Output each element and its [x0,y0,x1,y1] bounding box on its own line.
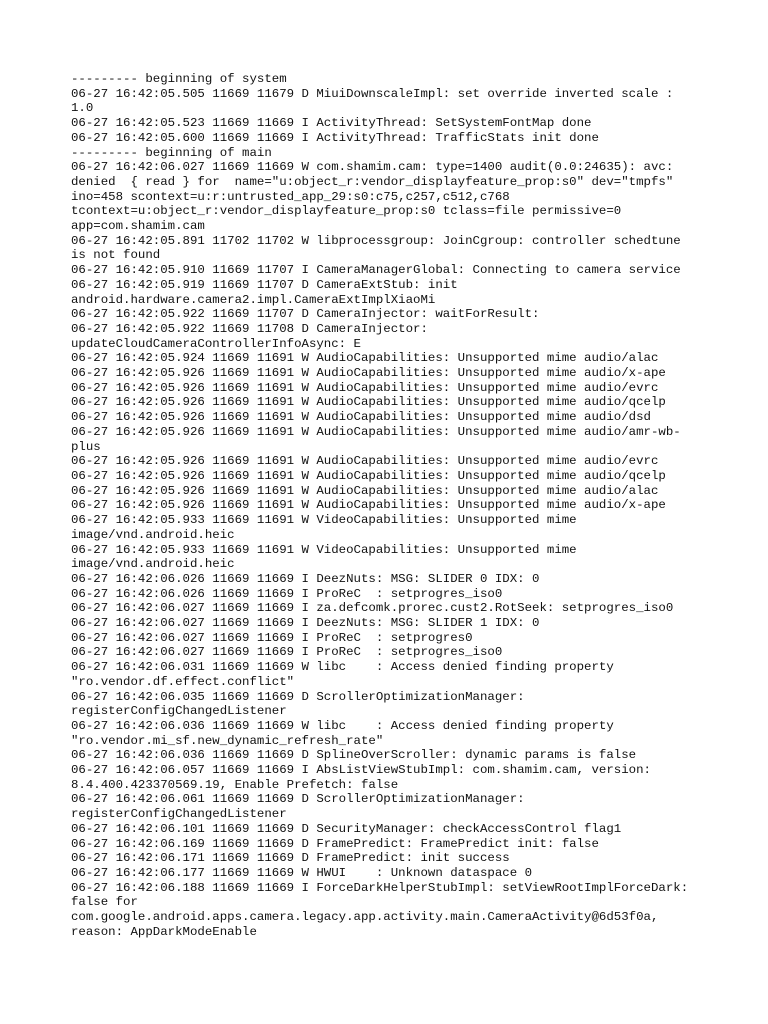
log-line: 1.0 [71,101,94,116]
log-line: registerConfigChangedListener [71,807,287,822]
log-line: 06-27 16:42:05.505 11669 11679 D MiuiDownscaleImpl: set override inverted scale : [71,86,674,101]
log-line: 06-27 16:42:05.919 11669 11707 D CameraExtStub: init [71,277,458,292]
log-line: 06-27 16:42:05.926 11669 11691 W AudioCapabilities: Unsupported mime audio/evrc [71,380,659,395]
log-line: 06-27 16:42:06.026 11669 11669 I DeezNuts: MSG: SLIDER 0 IDX: 0 [71,571,540,586]
log-line: 06-27 16:42:06.027 11669 11669 I DeezNuts: MSG: SLIDER 1 IDX: 0 [71,616,540,631]
log-line: 8.4.400.423370569.19, Enable Prefetch: false [71,777,399,792]
log-line: 06-27 16:42:05.922 11669 11708 D CameraInjector: [71,321,428,336]
log-line: 06-27 16:42:05.926 11669 11691 W AudioCapabilities: Unsupported mime audio/amr-wb- [71,424,681,439]
log-text-body [71,72,711,939]
log-line: 06-27 16:42:06.061 11669 11669 D ScrollerOptimizationManager: [71,792,525,807]
log-document [71,72,711,939]
log-line: 06-27 16:42:06.036 11669 11669 W libc : Access denied finding property [71,718,614,733]
log-line: 06-27 16:42:05.924 11669 11691 W AudioCapabilities: Unsupported mime audio/alac [71,351,659,366]
log-line: 06-27 16:42:05.926 11669 11691 W AudioCapabilities: Unsupported mime audio/evrc [71,454,659,469]
log-line: 06-27 16:42:05.523 11669 11669 I ActivityThread: SetSystemFontMap done [71,116,592,131]
log-line: 06-27 16:42:05.933 11669 11691 W VideoCapabilities: Unsupported mime [71,542,577,557]
log-line: denied { read } for name="u:object_r:vendor_displayfeature_prop:s0" dev="tmpfs" [71,174,674,189]
log-line: 06-27 16:42:05.922 11669 11707 D CameraInjector: waitForResult: [71,307,540,322]
log-line: 06-27 16:42:06.188 11669 11669 I ForceDarkHelperStubImpl: setViewRootImplForceDark: [71,880,689,895]
log-line: is not found [71,248,161,263]
log-line: reason: AppDarkModeEnable [71,924,257,939]
log-line: 06-27 16:42:06.027 11669 11669 I za.defcomk.prorec.cust2.RotSeek: setprogres_iso0 [71,601,674,616]
log-line: image/vnd.android.heic [71,527,235,542]
log-line: 06-27 16:42:05.926 11669 11691 W AudioCapabilities: Unsupported mime audio/x-ape [71,498,666,513]
log-line: 06-27 16:42:05.933 11669 11691 W VideoCapabilities: Unsupported mime [71,513,577,528]
log-line: 06-27 16:42:05.926 11669 11691 W AudioCapabilities: Unsupported mime audio/qcelp [71,395,666,410]
log-line: 06-27 16:42:05.926 11669 11691 W AudioCapabilities: Unsupported mime audio/alac [71,483,659,498]
log-line: 06-27 16:42:05.600 11669 11669 I ActivityThread: TrafficStats init done [71,130,599,145]
log-line: 06-27 16:42:05.926 11669 11691 W AudioCapabilities: Unsupported mime audio/dsd [71,410,651,425]
log-line: plus [71,439,101,454]
log-line: 06-27 16:42:05.891 11702 11702 W libprocessgroup: JoinCgroup: controller schedtune [71,233,681,248]
log-line: 06-27 16:42:06.171 11669 11669 D FramePredict: init success [71,851,510,866]
log-line: 06-27 16:42:05.910 11669 11707 I CameraManagerGlobal: Connecting to camera service [71,263,681,278]
log-line: android.hardware.camera2.impl.CameraExtImplXiaoMi [71,292,436,307]
log-line: --------- beginning of system [71,72,287,86]
log-line: 06-27 16:42:06.027 11669 11669 W com.shamim.cam: type=1400 audit(0.0:24635): avc: [71,160,674,175]
log-line: 06-27 16:42:06.031 11669 11669 W libc : Access denied finding property [71,660,614,675]
log-line: 06-27 16:42:06.169 11669 11669 D FramePredict: FramePredict init: false [71,836,599,851]
log-line: 06-27 16:42:06.027 11669 11669 I ProReC : setprogres0 [71,630,473,645]
log-line: image/vnd.android.heic [71,557,235,572]
log-line: --------- beginning of main [71,145,272,160]
log-line: registerConfigChangedListener [71,704,287,719]
log-line: 06-27 16:42:05.926 11669 11691 W AudioCapabilities: Unsupported mime audio/x-ape [71,366,666,381]
log-line: com.google.android.apps.camera.legacy.app.activity.main.CameraActivity@6d53f0a, [71,910,659,925]
log-line: 06-27 16:42:06.027 11669 11669 I ProReC : setprogres_iso0 [71,645,503,660]
log-line: 06-27 16:42:06.035 11669 11669 D ScrollerOptimizationManager: [71,689,525,704]
log-line: 06-27 16:42:06.057 11669 11669 I AbsListViewStubImpl: com.shamim.cam, version: [71,763,651,778]
log-line: 06-27 16:42:06.177 11669 11669 W HWUI : Unknown dataspace 0 [71,865,533,880]
log-line: "ro.vendor.mi_sf.new_dynamic_refresh_rate" [71,733,384,748]
log-line: "ro.vendor.df.effect.conflict" [71,674,295,689]
log-line: 06-27 16:42:06.101 11669 11669 D SecurityManager: checkAccessControl flag1 [71,821,622,836]
log-line: 06-27 16:42:06.036 11669 11669 D SplineOverScroller: dynamic params is false [71,748,637,763]
log-line: tcontext=u:object_r:vendor_displayfeature_prop:s0 tclass=file permissive=0 [71,204,622,219]
log-line: ino=458 scontext=u:r:untrusted_app_29:s0:c75,c257,c512,c768 [71,189,510,204]
log-line: 06-27 16:42:05.926 11669 11691 W AudioCapabilities: Unsupported mime audio/qcelp [71,468,666,483]
log-line: app=com.shamim.cam [71,219,205,234]
log-line: 06-27 16:42:06.026 11669 11669 I ProReC : setprogres_iso0 [71,586,503,601]
log-line: false for [71,895,138,910]
log-line: updateCloudCameraControllerInfoAsync: E [71,336,361,351]
